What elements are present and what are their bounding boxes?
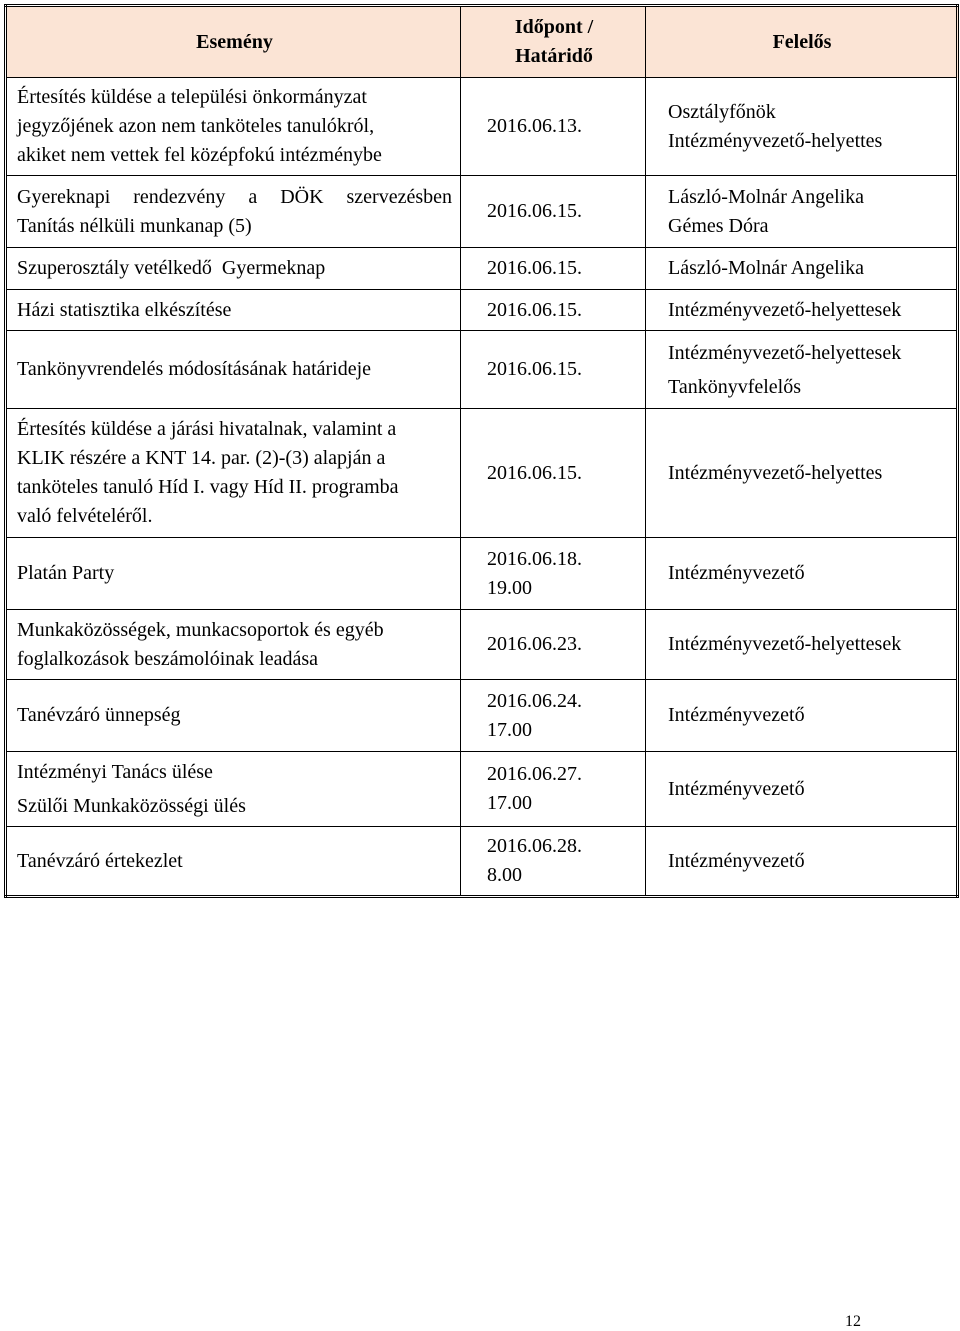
owner-text: Intézményvezető-helyettes bbox=[668, 461, 883, 484]
event-cell bbox=[6, 331, 461, 409]
owner-cell bbox=[646, 827, 958, 897]
event-cell bbox=[6, 680, 461, 752]
event-text: Tanévzáró ünnepség bbox=[17, 704, 181, 726]
table-row bbox=[6, 290, 958, 331]
event-text: való felvételéről. bbox=[17, 505, 153, 527]
owner-text: Intézményvezető-helyettesek bbox=[668, 341, 902, 364]
event-text: Értesítés küldése a járási hivatalnak, valamint a bbox=[17, 418, 397, 440]
owner-cell bbox=[646, 290, 958, 331]
event-text: Platán Party bbox=[17, 562, 115, 584]
time-text: 17.00 bbox=[487, 718, 532, 741]
owner-cell bbox=[646, 248, 958, 290]
page-number: 12 bbox=[845, 1313, 861, 1330]
time-cell bbox=[461, 248, 646, 290]
event-text: Munkaközösségek, munkacsoportok és egyéb bbox=[17, 618, 384, 641]
event-text: Intézményi Tanács ülése bbox=[17, 761, 213, 783]
owner-cell bbox=[646, 538, 958, 610]
time-cell bbox=[461, 827, 646, 897]
time-text: 2016.06.15. bbox=[487, 358, 582, 380]
owner-text: Intézményvezető-helyettes bbox=[668, 129, 883, 152]
event-cell bbox=[6, 538, 461, 610]
owner-text: Gémes Dóra bbox=[668, 214, 769, 237]
event-text: jegyzőjének azon nem tanköteles tanulókról, bbox=[17, 115, 375, 137]
event-cell bbox=[6, 610, 461, 680]
event-text: Értesítés küldése a települési önkormányzat bbox=[17, 86, 367, 108]
event-cell bbox=[6, 248, 461, 290]
table-row bbox=[6, 248, 958, 290]
owner-text: László-Molnár Angelika bbox=[668, 257, 865, 279]
table-row bbox=[6, 331, 958, 409]
header-time-line1: Időpont / bbox=[514, 16, 594, 38]
event-text: tanköteles tanuló Híd I. vagy Híd II. programba bbox=[17, 476, 399, 498]
owner-cell bbox=[646, 78, 958, 176]
event-text: Tanítás nélküli munkanap (5) bbox=[17, 214, 252, 237]
owner-cell bbox=[646, 752, 958, 827]
table-row bbox=[6, 752, 958, 827]
event-text: Tanévzáró értekezlet bbox=[17, 849, 183, 872]
time-cell bbox=[461, 680, 646, 752]
event-cell bbox=[6, 290, 461, 331]
owner-text: Intézményvezető bbox=[668, 849, 805, 872]
header-owner: Felelős bbox=[646, 6, 958, 78]
time-text: 2016.06.18. bbox=[487, 547, 582, 570]
owner-cell bbox=[646, 331, 958, 409]
time-cell bbox=[461, 752, 646, 827]
owner-text: Intézményvezető bbox=[668, 562, 805, 584]
table-header-row bbox=[6, 6, 958, 78]
time-text: 2016.06.27. bbox=[487, 763, 582, 785]
time-text: 2016.06.15. bbox=[487, 257, 582, 279]
table-row bbox=[6, 610, 958, 680]
table-row bbox=[6, 680, 958, 752]
time-text: 17.00 bbox=[487, 792, 532, 814]
time-text: 2016.06.13. bbox=[487, 115, 582, 137]
event-text: Gyereknapi rendezvény a DÖK szervezésben bbox=[17, 185, 452, 208]
owner-text: Osztályfőnök bbox=[668, 100, 776, 123]
event-text: KLIK részére a KNT 14. par. (2)-(3) alapján a bbox=[17, 447, 386, 469]
time-text: 8.00 bbox=[487, 864, 522, 886]
event-cell bbox=[6, 78, 461, 176]
schedule-table bbox=[4, 4, 959, 898]
time-cell bbox=[461, 610, 646, 680]
owner-text: Intézményvezető bbox=[668, 704, 805, 726]
time-text: 2016.06.15. bbox=[487, 298, 582, 321]
table-row bbox=[6, 176, 958, 248]
time-text: 2016.06.15. bbox=[487, 200, 582, 222]
time-cell bbox=[461, 78, 646, 176]
table-row bbox=[6, 538, 958, 610]
table-row bbox=[6, 409, 958, 538]
time-text: 19.00 bbox=[487, 576, 532, 599]
event-cell bbox=[6, 827, 461, 897]
event-cell bbox=[6, 176, 461, 248]
table-row bbox=[6, 827, 958, 897]
event-text: foglalkozások beszámolóinak leadása bbox=[17, 647, 318, 670]
header-event: Esemény bbox=[6, 6, 461, 78]
event-text: akiket nem vettek fel középfokú intézménybe bbox=[17, 144, 382, 166]
owner-cell bbox=[646, 409, 958, 538]
header-time bbox=[461, 6, 646, 78]
time-cell bbox=[461, 409, 646, 538]
owner-cell bbox=[646, 176, 958, 248]
time-cell bbox=[461, 290, 646, 331]
owner-text: Intézményvezető bbox=[668, 777, 805, 800]
owner-text: Intézményvezető-helyettesek bbox=[668, 633, 902, 655]
event-cell bbox=[6, 752, 461, 827]
time-cell bbox=[461, 331, 646, 409]
time-text: 2016.06.24. bbox=[487, 689, 582, 712]
event-text: Szülői Munkaközösségi ülés bbox=[17, 795, 246, 817]
time-text: 2016.06.15. bbox=[487, 461, 582, 484]
owner-text: Tankönyvfelelős bbox=[668, 375, 802, 398]
event-text: Tankönyvrendelés módosításának határideje bbox=[17, 358, 372, 380]
event-text: Szuperosztály vetélkedő Gyermeknap bbox=[17, 257, 326, 279]
header-time-line2: Határidő bbox=[515, 45, 593, 67]
time-text: 2016.06.23. bbox=[487, 633, 582, 655]
time-cell bbox=[461, 538, 646, 610]
time-cell bbox=[461, 176, 646, 248]
event-text: Házi statisztika elkészítése bbox=[17, 298, 232, 321]
time-text: 2016.06.28. bbox=[487, 835, 582, 857]
owner-cell bbox=[646, 680, 958, 752]
event-cell bbox=[6, 409, 461, 538]
table-row bbox=[6, 78, 958, 176]
owner-text: Intézményvezető-helyettesek bbox=[668, 298, 902, 321]
owner-text: László-Molnár Angelika bbox=[668, 185, 865, 208]
owner-cell bbox=[646, 610, 958, 680]
